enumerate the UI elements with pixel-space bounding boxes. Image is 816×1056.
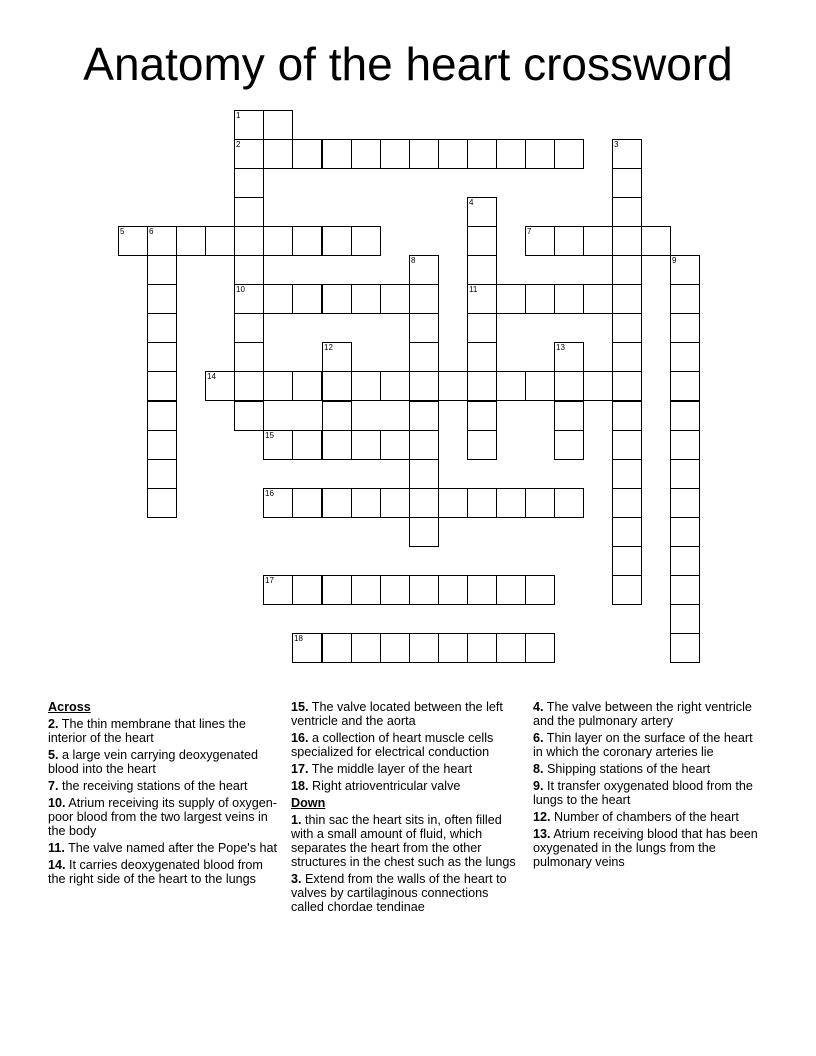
grid-cell[interactable] xyxy=(409,139,439,169)
grid-cell[interactable] xyxy=(670,459,700,489)
across-clue xyxy=(291,762,523,776)
grid-cell[interactable] xyxy=(670,575,700,605)
grid-cell[interactable] xyxy=(322,575,352,605)
grid-cell[interactable] xyxy=(670,342,700,372)
across-clue xyxy=(291,779,523,793)
clue-text: It transfer oxygenated blood from the lungs to the heart xyxy=(533,779,753,807)
grid-cell[interactable] xyxy=(554,430,584,460)
grid-cell[interactable] xyxy=(292,488,322,518)
grid-cell[interactable] xyxy=(670,255,700,285)
clue-text: Atrium receiving blood that has been oxygenated in the lungs from the pulmonary veins xyxy=(533,827,758,869)
grid-cell[interactable] xyxy=(322,633,352,663)
grid-cell[interactable] xyxy=(612,255,642,285)
grid-cell[interactable] xyxy=(467,371,497,401)
grid-cell[interactable] xyxy=(438,139,468,169)
clue-number-label: 12. xyxy=(533,810,551,824)
grid-cell[interactable] xyxy=(380,284,410,314)
grid-cell[interactable] xyxy=(612,517,642,547)
clue-number: 10 xyxy=(236,285,245,294)
grid-cell[interactable] xyxy=(438,371,468,401)
grid-cell[interactable] xyxy=(438,633,468,663)
clue-text: Number of chambers of the heart xyxy=(550,810,739,824)
grid-cell[interactable] xyxy=(641,226,671,256)
across-clue xyxy=(291,731,523,759)
grid-cell[interactable] xyxy=(670,633,700,663)
grid-cell[interactable] xyxy=(147,226,177,256)
grid-cell[interactable] xyxy=(583,371,613,401)
grid-cell[interactable] xyxy=(380,430,410,460)
grid-cell[interactable] xyxy=(351,226,381,256)
grid-cell[interactable] xyxy=(409,517,439,547)
clue-number: 17 xyxy=(265,576,274,585)
grid-cell[interactable] xyxy=(525,139,555,169)
clue-number-label: 6. xyxy=(533,731,544,745)
grid-cell[interactable] xyxy=(409,488,439,518)
clue-text: It carries deoxygenated blood from the right side of the heart to the lungs xyxy=(48,858,263,886)
grid-cell[interactable] xyxy=(351,575,381,605)
clue-number: 13 xyxy=(556,343,565,352)
clue-number-label: 2. xyxy=(48,717,59,731)
grid-cell[interactable] xyxy=(351,488,381,518)
across-clue xyxy=(48,717,280,745)
grid-cell[interactable] xyxy=(205,371,235,401)
across-clue xyxy=(48,779,280,793)
clue-number-label: 7. xyxy=(48,779,59,793)
clue-number: 15 xyxy=(265,431,274,440)
grid-cell[interactable] xyxy=(670,517,700,547)
grid-cell[interactable] xyxy=(583,226,613,256)
grid-cell[interactable] xyxy=(292,430,322,460)
clue-number: 4 xyxy=(469,198,474,207)
grid-cell[interactable] xyxy=(670,401,700,431)
grid-cell[interactable] xyxy=(234,371,264,401)
grid-cell[interactable] xyxy=(612,401,642,431)
grid-cell[interactable] xyxy=(351,284,381,314)
grid-cell[interactable] xyxy=(496,575,526,605)
grid-cell[interactable] xyxy=(409,284,439,314)
clue-number-label: 4. xyxy=(533,700,544,714)
clue-text: The valve located between the left ventricle and the aorta xyxy=(291,700,503,728)
page-title: Anatomy of the heart crossword xyxy=(83,38,733,90)
clue-number-label: 15. xyxy=(291,700,309,714)
clue-number: 18 xyxy=(294,634,303,643)
clue-number-label: 13. xyxy=(533,827,551,841)
clue-text: the receiving stations of the heart xyxy=(58,779,248,793)
grid-cell[interactable] xyxy=(263,110,293,140)
grid-cell[interactable] xyxy=(438,575,468,605)
clue-number-label: 8. xyxy=(533,762,544,776)
grid-cell[interactable] xyxy=(409,342,439,372)
grid-cell[interactable] xyxy=(234,313,264,343)
across-heading: Across xyxy=(48,700,91,714)
grid-cell[interactable] xyxy=(351,139,381,169)
grid-cell[interactable] xyxy=(263,488,293,518)
grid-cell[interactable] xyxy=(351,633,381,663)
grid-cell[interactable] xyxy=(467,430,497,460)
grid-cell[interactable] xyxy=(612,488,642,518)
clue-column-2 xyxy=(291,700,523,917)
clue-text: The thin membrane that lines the interior of the heart xyxy=(48,717,246,745)
down-clue xyxy=(291,872,523,914)
grid-cell[interactable] xyxy=(467,633,497,663)
grid-cell[interactable] xyxy=(234,197,264,227)
clue-number-label: 10. xyxy=(48,796,66,810)
grid-cell[interactable] xyxy=(322,284,352,314)
clue-number: 12 xyxy=(324,343,333,352)
grid-cell[interactable] xyxy=(234,401,264,431)
clue-column-3 xyxy=(533,700,765,872)
grid-cell[interactable] xyxy=(205,226,235,256)
grid-cell[interactable] xyxy=(467,255,497,285)
clue-number: 8 xyxy=(411,256,416,265)
grid-cell[interactable] xyxy=(147,430,177,460)
grid-cell[interactable] xyxy=(147,371,177,401)
clue-number-label: 14. xyxy=(48,858,66,872)
grid-cell[interactable] xyxy=(380,633,410,663)
clue-number: 16 xyxy=(265,489,274,498)
grid-cell[interactable] xyxy=(670,371,700,401)
grid-cell[interactable] xyxy=(612,226,642,256)
grid-cell[interactable] xyxy=(322,401,352,431)
grid-cell[interactable] xyxy=(263,430,293,460)
grid-cell[interactable] xyxy=(234,139,264,169)
grid-cell[interactable] xyxy=(467,342,497,372)
clue-number: 3 xyxy=(614,140,619,149)
grid-cell[interactable] xyxy=(525,284,555,314)
grid-cell[interactable] xyxy=(554,139,584,169)
grid-cell[interactable] xyxy=(292,226,322,256)
grid-cell[interactable] xyxy=(409,430,439,460)
grid-cell[interactable] xyxy=(554,284,584,314)
grid-cell[interactable] xyxy=(496,371,526,401)
grid-cell[interactable] xyxy=(380,488,410,518)
grid-cell[interactable] xyxy=(351,371,381,401)
grid-cell[interactable] xyxy=(525,633,555,663)
clue-number-label: 16. xyxy=(291,731,309,745)
grid-cell[interactable] xyxy=(525,371,555,401)
clue-number: 9 xyxy=(672,256,677,265)
grid-cell[interactable] xyxy=(496,488,526,518)
clue-text: The middle layer of the heart xyxy=(308,762,473,776)
grid-cell[interactable] xyxy=(612,139,642,169)
clue-text: a collection of heart muscle cells specialized for electrical conduction xyxy=(291,731,494,759)
down-clue xyxy=(291,813,523,869)
grid-cell[interactable] xyxy=(147,255,177,285)
grid-cell[interactable] xyxy=(147,313,177,343)
clue-text: a large vein carrying deoxygenated blood into the heart xyxy=(48,748,259,776)
grid-cell[interactable] xyxy=(292,284,322,314)
clue-text: Right atrioventricular valve xyxy=(308,779,461,793)
grid-cell[interactable] xyxy=(292,633,322,663)
grid-cell[interactable] xyxy=(351,430,381,460)
grid-cell[interactable] xyxy=(234,255,264,285)
clue-number-label: 3. xyxy=(291,872,302,886)
clue-number: 14 xyxy=(207,372,216,381)
grid-cell[interactable] xyxy=(147,488,177,518)
clue-text: Thin layer on the surface of the heart in which the coronary arteries lie xyxy=(533,731,753,759)
grid-cell[interactable] xyxy=(467,488,497,518)
grid-cell[interactable] xyxy=(554,488,584,518)
grid-cell[interactable] xyxy=(525,226,555,256)
grid-cell[interactable] xyxy=(409,255,439,285)
clue-column-1 xyxy=(48,700,280,889)
grid-cell[interactable] xyxy=(467,313,497,343)
clue-number: 1 xyxy=(236,111,241,120)
grid-cell[interactable] xyxy=(322,226,352,256)
down-clue xyxy=(533,810,765,824)
grid-cell[interactable] xyxy=(380,575,410,605)
grid-cell[interactable] xyxy=(612,197,642,227)
grid-cell[interactable] xyxy=(234,284,264,314)
clue-text: thin sac the heart sits in, often filled with a small amount of fluid, which separates the heart from the other structures in the chest such as the lungs xyxy=(291,813,516,869)
down-clue xyxy=(533,700,765,728)
grid-cell[interactable] xyxy=(554,401,584,431)
clue-number: 6 xyxy=(149,227,154,236)
grid-cell[interactable] xyxy=(380,139,410,169)
grid-cell[interactable] xyxy=(496,284,526,314)
grid-cell[interactable] xyxy=(147,401,177,431)
clue-number-label: 9. xyxy=(533,779,544,793)
grid-cell[interactable] xyxy=(234,226,264,256)
grid-cell[interactable] xyxy=(409,371,439,401)
clue-number: 11 xyxy=(469,285,478,294)
grid-cell[interactable] xyxy=(147,284,177,314)
down-clue xyxy=(533,827,765,869)
grid-cell[interactable] xyxy=(670,604,700,634)
grid-cell[interactable] xyxy=(612,284,642,314)
clue-number: 5 xyxy=(120,227,125,236)
grid-cell[interactable] xyxy=(612,168,642,198)
clue-text: Extend from the walls of the heart to valves by cartilaginous connections called chordae tendinae xyxy=(291,872,507,914)
grid-cell[interactable] xyxy=(554,371,584,401)
grid-cell[interactable] xyxy=(670,430,700,460)
grid-cell[interactable] xyxy=(292,139,322,169)
grid-cell[interactable] xyxy=(612,342,642,372)
grid-cell[interactable] xyxy=(322,342,352,372)
grid-cell[interactable] xyxy=(554,226,584,256)
grid-cell[interactable] xyxy=(612,430,642,460)
down-heading: Down xyxy=(291,796,326,810)
down-clue xyxy=(533,762,765,776)
grid-cell[interactable] xyxy=(234,168,264,198)
grid-cell[interactable] xyxy=(409,575,439,605)
clue-number-label: 11. xyxy=(48,841,65,855)
grid-cell[interactable] xyxy=(380,371,410,401)
grid-cell[interactable] xyxy=(612,371,642,401)
grid-cell[interactable] xyxy=(670,284,700,314)
down-clue xyxy=(533,731,765,759)
clue-number-label: 17. xyxy=(291,762,309,776)
clue-number: 2 xyxy=(236,140,241,149)
grid-cell[interactable] xyxy=(292,371,322,401)
grid-cell[interactable] xyxy=(467,197,497,227)
across-clue xyxy=(48,748,280,776)
grid-cell[interactable] xyxy=(438,488,468,518)
across-clue xyxy=(291,700,523,728)
grid-cell[interactable] xyxy=(322,139,352,169)
grid-cell[interactable] xyxy=(467,401,497,431)
clue-text: Shipping stations of the heart xyxy=(543,762,711,776)
clue-text: The valve named after the Pope's hat xyxy=(64,841,278,855)
grid-cell[interactable] xyxy=(263,226,293,256)
grid-cell[interactable] xyxy=(612,575,642,605)
grid-cell[interactable] xyxy=(670,313,700,343)
clue-number-label: 18. xyxy=(291,779,309,793)
clue-number-label: 5. xyxy=(48,748,59,762)
grid-cell[interactable] xyxy=(409,459,439,489)
clue-text: Atrium receiving its supply of oxygen-poor blood from the two largest veins in the body xyxy=(48,796,277,838)
grid-cell[interactable] xyxy=(234,342,264,372)
grid-cell[interactable] xyxy=(612,546,642,576)
grid-cell[interactable] xyxy=(670,488,700,518)
grid-cell[interactable] xyxy=(467,226,497,256)
clue-number: 7 xyxy=(527,227,532,236)
across-clue xyxy=(48,796,280,838)
grid-cell[interactable] xyxy=(176,226,206,256)
grid-cell[interactable] xyxy=(496,633,526,663)
grid-cell[interactable] xyxy=(234,110,264,140)
down-clue xyxy=(533,779,765,807)
across-clue xyxy=(48,858,280,886)
grid-cell[interactable] xyxy=(525,488,555,518)
grid-cell[interactable] xyxy=(292,575,322,605)
grid-cell[interactable] xyxy=(263,139,293,169)
grid-cell[interactable] xyxy=(612,459,642,489)
clue-text: The valve between the right ventricle and the pulmonary artery xyxy=(533,700,752,728)
grid-cell[interactable] xyxy=(322,430,352,460)
grid-cell[interactable] xyxy=(263,575,293,605)
grid-cell[interactable] xyxy=(147,459,177,489)
grid-cell[interactable] xyxy=(670,546,700,576)
across-clue xyxy=(48,841,280,855)
grid-cell[interactable] xyxy=(467,575,497,605)
grid-cell[interactable] xyxy=(409,401,439,431)
grid-cell[interactable] xyxy=(263,284,293,314)
grid-cell[interactable] xyxy=(467,284,497,314)
grid-cell[interactable] xyxy=(118,226,148,256)
grid-cell[interactable] xyxy=(612,313,642,343)
grid-cell[interactable] xyxy=(409,633,439,663)
grid-cell[interactable] xyxy=(467,139,497,169)
grid-cell[interactable] xyxy=(409,313,439,343)
clue-number-label: 1. xyxy=(291,813,302,827)
grid-cell[interactable] xyxy=(322,488,352,518)
grid-cell[interactable] xyxy=(322,371,352,401)
grid-cell[interactable] xyxy=(147,342,177,372)
grid-cell[interactable] xyxy=(583,284,613,314)
grid-cell[interactable] xyxy=(525,575,555,605)
grid-cell[interactable] xyxy=(496,139,526,169)
grid-cell[interactable] xyxy=(554,342,584,372)
grid-cell[interactable] xyxy=(263,371,293,401)
